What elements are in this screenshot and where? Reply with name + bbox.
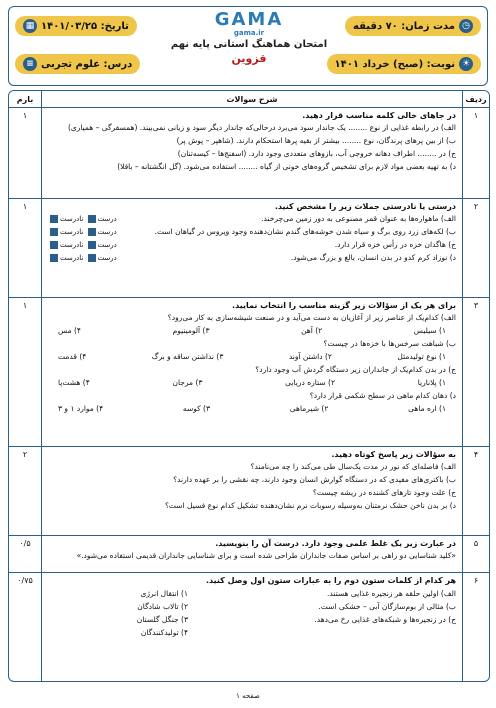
- false-checkbox[interactable]: [50, 228, 58, 236]
- option[interactable]: ۳) نداشتن ساقه و برگ: [151, 352, 224, 361]
- shift-text: نوبت: (صبح) خرداد ۱۴۰۱: [334, 58, 455, 70]
- true-false-options: [48, 239, 117, 251]
- q5-body: [41, 536, 462, 572]
- calendar-icon: ▦: [23, 19, 37, 33]
- lesson-pill: [15, 54, 140, 74]
- false-checkbox[interactable]: [50, 241, 58, 249]
- q2-number: ۲: [462, 199, 489, 297]
- option[interactable]: ۲) ستاره دریایی: [285, 378, 335, 387]
- true-false-options: [48, 252, 117, 264]
- question-5: [9, 536, 489, 573]
- q3-score: ۱: [22, 301, 28, 310]
- q2-statement: ج) هاگدان خزه در رأس خزه قرار دارد.: [334, 240, 456, 249]
- date-text: تاریخ: ۱۴۰۱/۰۳/۲۵: [41, 20, 129, 32]
- gama-logo: GAMA: [214, 9, 284, 30]
- false-label: نادرست: [60, 215, 84, 223]
- option[interactable]: ۳) مرجان: [172, 378, 203, 387]
- q1-line: ب) از بین پرهای پرندگان، نوع ........ بیشتر از بقیه پرها استحکام دارند. (شاهپر – پوش پر): [176, 136, 456, 145]
- option[interactable]: ۲) شیرماهی: [289, 404, 329, 413]
- clock-icon: ◷: [459, 19, 473, 33]
- exam-page: [8, 6, 488, 700]
- second-column-item: ۳) جنگل گلستان: [136, 615, 188, 624]
- option[interactable]: ۴) قدمت: [58, 352, 87, 361]
- site-text: gama.ir: [233, 29, 265, 37]
- page-number: صفحه ۱: [236, 692, 260, 700]
- option[interactable]: ۲) داشتن آوند: [288, 352, 332, 361]
- q1-score: ۱: [22, 111, 28, 120]
- date-pill: [15, 16, 137, 36]
- true-label: درست: [97, 241, 117, 249]
- col-desc: شرح سوالات: [41, 91, 462, 107]
- option[interactable]: ۱) پلاناریا: [417, 378, 446, 387]
- q3-options: [48, 377, 456, 389]
- lesson-text: درس: علوم تجربی: [41, 58, 133, 70]
- q2-item: [48, 252, 456, 264]
- question-6: [9, 573, 489, 681]
- q2-item: [48, 226, 456, 238]
- q3-number: ۳: [462, 298, 489, 446]
- option[interactable]: ۱) اره ماهی: [408, 404, 446, 413]
- q4-line: ب) باکتری‌های مفیدی که در دستگاه گوارش انسان وجود دارند، چه نقشی را بر عهده دارند؟: [173, 475, 456, 484]
- q6-body: [41, 573, 462, 681]
- exam-title: امتحان هماهنگ استانی پایه نهم: [170, 39, 328, 50]
- q3-options: [48, 351, 456, 363]
- first-column: [188, 587, 456, 640]
- option[interactable]: ۳) آلومینیوم: [172, 326, 210, 335]
- false-label: نادرست: [60, 254, 84, 262]
- duration-text: مدت زمان: ۷۰ دقیقه: [353, 20, 455, 32]
- q3-title: برای هر یک از سؤالات زیر گزینه مناسب را انتخاب نمایید.: [232, 301, 456, 310]
- q5-number: ۵: [462, 536, 489, 572]
- q2-item: [48, 239, 456, 251]
- true-false-options: [48, 213, 117, 225]
- q3-options: [48, 325, 456, 337]
- true-label: درست: [97, 228, 117, 236]
- second-column: [48, 587, 188, 640]
- sun-icon: ☀: [459, 57, 473, 71]
- q4-title: به سؤالات زیر پاسخ کوتاه دهید.: [331, 450, 456, 459]
- matching-columns: [48, 587, 456, 640]
- q2-title: درستی یا نادرستی جملات زیر را مشخص کنید.: [274, 202, 456, 211]
- first-column-item: ج) در زنجیره‌ها و شبکه‌های غذایی رخ می‌دهد.: [314, 615, 456, 624]
- q4-score: ۲: [22, 450, 28, 459]
- q1-line: الف) در رابطه غذایی از نوع ........ یک جاندار سود می‌برد درحالی‌که جاندار دیگر سود و زیانی نمی‌بیند. (همسفرگی – همیاری): [67, 123, 456, 132]
- q5-line: «کلید شناسایی دو راهی بر اساس صفات جانداران طراحی شده است و برای شناسایی جانداران قدیمی استفاده می‌شود.»: [76, 551, 456, 560]
- option[interactable]: ۴) هشت‌پا: [58, 378, 90, 387]
- true-checkbox[interactable]: [88, 241, 96, 249]
- questions-table: [8, 90, 490, 682]
- false-label: نادرست: [60, 241, 84, 249]
- q2-statement: الف) ماهواره‌ها به عنوان قمر مصنوعی به دور زمین می‌چرخند.: [261, 214, 456, 223]
- option[interactable]: ۱) نوع تولیدمثل: [397, 352, 446, 361]
- q3-question: ج) در بدن کدام‌یک از جانداران زیر دستگاه گردش آب وجود دارد؟: [255, 365, 456, 374]
- q4-line: الف) فاصله‌ای که نور در مدت یک‌سال طی می‌کند را چه می‌نامند؟: [250, 462, 456, 471]
- q4-line: د) بر بدن ناخن حشک نرمتنان به‌وسیله رسوبات نرم نشان‌دهنده تشکیل کدام نوع فسیل است؟: [164, 501, 456, 510]
- books-icon: ≡: [23, 57, 37, 71]
- false-checkbox[interactable]: [50, 215, 58, 223]
- true-label: درست: [97, 215, 117, 223]
- table-header: [9, 91, 489, 108]
- q6-number: ۶: [462, 573, 489, 681]
- q2-body: [41, 199, 462, 297]
- q2-statement: د) نوزاد کرم کدو در بدن انسان، بالغ و بزرگ می‌شود.: [290, 253, 456, 262]
- q3-question: الف) کدام‌یک از عناصر زیر از آغازیان به دست می‌آید و در صنعت شیشه‌سازی به کار می‌رود؟: [167, 313, 456, 322]
- q6-score: ۰/۷۵: [17, 576, 33, 585]
- option[interactable]: ۲) آهن: [301, 326, 323, 335]
- true-false-options: [48, 226, 117, 238]
- option[interactable]: ۳) کوسه: [182, 404, 211, 413]
- q2-score: ۱: [22, 202, 28, 211]
- q1-number: ۱: [462, 108, 489, 198]
- question-4: [9, 447, 489, 536]
- true-checkbox[interactable]: [88, 228, 96, 236]
- q1-line: د) به تهیه بعضی مواد لازم برای تشخیص گروه‌های خونی از گیاه ........ استفاده می‌شود. (گل انگشتانه – باقلا): [117, 162, 456, 171]
- question-3: [9, 298, 489, 447]
- question-2: [9, 199, 489, 298]
- true-checkbox[interactable]: [88, 215, 96, 223]
- q1-line: ج) در ........ اطراف دهانه خروجی آب، بازوهای متعددی وجود دارد. (اسفنج‌ها – کیسه‌تنان): [177, 149, 456, 158]
- q4-body: [41, 447, 462, 535]
- q4-number: ۴: [462, 447, 489, 535]
- shift-pill: [327, 54, 481, 74]
- q3-question: ب) شباهت سرخس‌ها با خزه‌ها در چیست؟: [323, 339, 456, 348]
- q1-body: [41, 108, 462, 198]
- q3-body: [41, 298, 462, 446]
- q2-item: [48, 213, 456, 225]
- q3-question: د) دهان کدام ماهی در سطح شکمی قرار دارد؟: [309, 391, 456, 400]
- option[interactable]: ۴) موارد ۱ و ۳: [58, 404, 104, 413]
- second-column-item: ۱) انتقال انرژی: [140, 589, 188, 598]
- true-checkbox[interactable]: [88, 254, 96, 262]
- duration-pill: [345, 16, 481, 36]
- q5-title: در عبارت زیر یک غلط علمی وجود دارد. درست آن را بنویسید.: [215, 539, 456, 548]
- false-checkbox[interactable]: [50, 254, 58, 262]
- false-label: نادرست: [60, 228, 84, 236]
- q5-score: ۰/۵: [19, 539, 31, 548]
- header-center: [169, 11, 329, 65]
- q2-statement: ب) لکه‌های زرد روی برگ و سیاه شدن خوشه‌های گندم نشان‌دهنده وجود ویروس در گیاهان است.: [154, 227, 456, 236]
- option[interactable]: ۱) سیلیس: [413, 326, 446, 335]
- true-label: درست: [97, 254, 117, 262]
- col-row: ردیف: [462, 91, 489, 107]
- q6-title: هر کدام از کلمات ستون دوم را به عبارات ستون اول وصل کنید.: [205, 576, 456, 585]
- q3-options: [48, 403, 456, 415]
- option[interactable]: ۴) مس: [58, 326, 81, 335]
- q1-title: در جاهای خالی کلمه مناسب قرار دهید.: [302, 111, 456, 120]
- second-column-item: ۲) تالاب شادگان: [137, 602, 188, 611]
- q4-line: ج) علت وجود تارهای کشنده در ریشه چیست؟: [312, 488, 456, 497]
- exam-header: [8, 6, 488, 86]
- question-1: [9, 108, 489, 199]
- first-column-item: ب) مثالی از بوم‌سازگان آبی – خشکی است.: [318, 602, 456, 611]
- first-column-item: الف) اولین حلقه هر زنجیره غذایی هستند.: [326, 589, 456, 598]
- col-score: بارم: [16, 94, 34, 104]
- second-column-item: ۴) تولیدکنندگان: [140, 628, 188, 637]
- city-name: قزوین: [231, 52, 267, 65]
